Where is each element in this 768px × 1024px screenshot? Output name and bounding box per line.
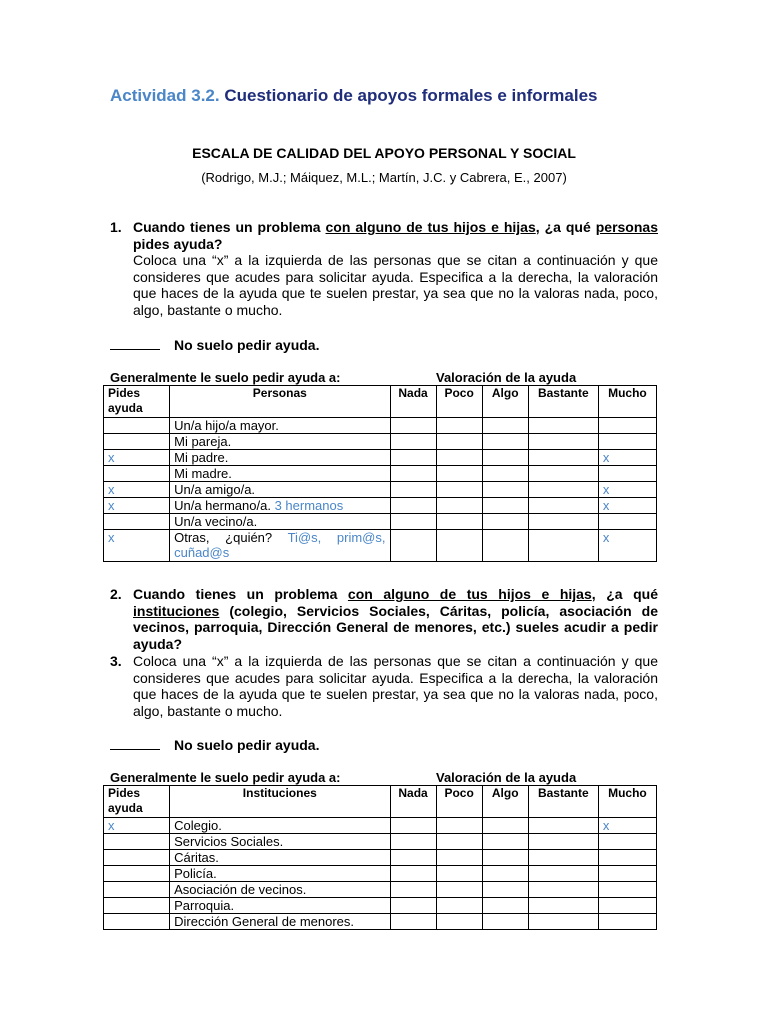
mucho-cell[interactable] — [598, 898, 656, 914]
pides-cell[interactable] — [104, 898, 170, 914]
item-cell: Dirección General de menores. — [170, 914, 390, 930]
pides-cell[interactable]: x — [104, 482, 170, 498]
page-title — [110, 86, 598, 106]
table-row — [104, 514, 657, 530]
handwritten-note: Ti@s, prim@s, cuñad@s — [174, 530, 386, 560]
blank-line[interactable] — [110, 349, 160, 350]
item-cell: Mi madre. — [170, 466, 390, 482]
mucho-cell[interactable]: x — [598, 818, 656, 834]
mucho-cell[interactable] — [598, 514, 656, 530]
table-row — [104, 850, 657, 866]
table-row — [104, 882, 657, 898]
question-1-text: Cuando tienes un problema con alguno de tus hijos e hijas, ¿a qué personas pides ayuda? — [133, 219, 658, 252]
mucho-cell[interactable]: x — [598, 498, 656, 514]
col-bastante: Bastante — [528, 786, 598, 818]
question-number: 2. — [110, 586, 122, 602]
question-3 — [110, 653, 658, 719]
item-cell: Policía. — [170, 866, 390, 882]
table-row — [104, 530, 657, 562]
pides-cell[interactable] — [104, 882, 170, 898]
table-row — [104, 818, 657, 834]
col-bastante: Bastante — [528, 386, 598, 418]
mucho-cell[interactable] — [598, 850, 656, 866]
item-cell: Colegio. — [170, 818, 390, 834]
table-row — [104, 482, 657, 498]
pides-cell[interactable]: x — [104, 818, 170, 834]
mucho-cell[interactable] — [598, 418, 656, 434]
mucho-cell[interactable] — [598, 866, 656, 882]
mucho-cell[interactable] — [598, 882, 656, 898]
table-row — [104, 834, 657, 850]
table-row — [104, 914, 657, 930]
mucho-cell[interactable] — [598, 466, 656, 482]
item-cell: Mi padre. — [170, 450, 390, 466]
col-nada: Nada — [390, 386, 436, 418]
col-algo: Algo — [482, 786, 528, 818]
col-nada: Nada — [390, 786, 436, 818]
item-cell: Parroquia. — [170, 898, 390, 914]
mucho-cell[interactable] — [598, 914, 656, 930]
citation: (Rodrigo, M.J.; Máiquez, M.L.; Martín, J.C. y Cabrera, E., 2007) — [201, 170, 567, 185]
pides-cell[interactable] — [104, 466, 170, 482]
scale-title: ESCALA DE CALIDAD DEL APOYO PERSONAL Y SOCIAL — [192, 145, 576, 161]
blank-line[interactable] — [110, 749, 160, 750]
col-mucho: Mucho — [598, 386, 656, 418]
table-row — [104, 418, 657, 434]
pides-cell[interactable] — [104, 514, 170, 530]
question-number: 1. — [110, 219, 122, 235]
pides-cell[interactable] — [104, 866, 170, 882]
no-help-line-1: No suelo pedir ayuda. — [110, 337, 319, 353]
pides-cell[interactable] — [104, 850, 170, 866]
pides-cell[interactable] — [104, 418, 170, 434]
col-personas: Personas — [170, 386, 390, 418]
pides-cell[interactable]: x — [104, 530, 170, 562]
col-pides: Pides ayuda — [104, 786, 170, 818]
no-help-line-2: No suelo pedir ayuda. — [110, 737, 319, 753]
item-cell: Asociación de vecinos. — [170, 882, 390, 898]
mucho-cell[interactable]: x — [598, 530, 656, 562]
mucho-cell[interactable]: x — [598, 450, 656, 466]
item-cell: Un/a amigo/a. — [170, 482, 390, 498]
col-algo: Algo — [482, 386, 528, 418]
handwritten-note: 3 hermanos — [274, 498, 344, 513]
mucho-cell[interactable] — [598, 434, 656, 450]
item-cell: Servicios Sociales. — [170, 834, 390, 850]
question-1 — [110, 219, 658, 318]
question-3-instructions: Coloca una “x” a la izquierda de las personas que se citan a continuación y que consideres que acudes para solicitar ayuda. Especifica a la derecha, la valoración que haces de la ayuda que te suelen prestar, ya sea que no la valoras nada, poco, algo, bastante o mucho. — [133, 653, 658, 719]
table-2-caption: Generalmente le suelo pedir ayuda a: — [110, 770, 341, 785]
table-row — [104, 466, 657, 482]
table-1-caption: Generalmente le suelo pedir ayuda a: — [110, 370, 341, 385]
table-row — [104, 434, 657, 450]
item-cell: Mi pareja. — [170, 434, 390, 450]
pides-cell[interactable]: x — [104, 450, 170, 466]
pides-cell[interactable] — [104, 914, 170, 930]
question-number: 3. — [110, 653, 122, 669]
institutions-table — [103, 785, 657, 930]
col-instituciones: Instituciones — [170, 786, 390, 818]
item-cell: Cáritas. — [170, 850, 390, 866]
table-row — [104, 866, 657, 882]
question-1-instructions: Coloca una “x” a la izquierda de las personas que se citan a continuación y que consideres que acudes para solicitar ayuda. Especifica a la derecha, la valoración que haces de la ayuda que te suelen prestar, ya sea que no la valoras nada, poco, algo, bastante o mucho. — [133, 252, 658, 318]
table-2-rating-caption: Valoración de la ayuda — [436, 770, 577, 785]
question-2-text: Cuando tienes un problema con alguno de tus hijos e hijas, ¿a qué instituciones (colegio, Servicios Sociales, Cáritas, policía, asociación de vecinos, parroquia, Dirección General de menores, etc.) sueles acudir a pedir ayuda? — [133, 586, 658, 652]
table-1-rating-caption: Valoración de la ayuda — [436, 370, 577, 385]
item-cell: Un/a hermano/a. 3 hermanos — [170, 498, 390, 514]
item-cell: Otras, ¿quién? Ti@s, prim@s, cuñad@s — [170, 530, 390, 562]
mucho-cell[interactable] — [598, 834, 656, 850]
item-cell: Un/a hijo/a mayor. — [170, 418, 390, 434]
activity-number: Actividad 3.2. — [110, 86, 220, 105]
table-row — [104, 898, 657, 914]
col-poco: Poco — [436, 786, 482, 818]
item-cell: Un/a vecino/a. — [170, 514, 390, 530]
table-row — [104, 450, 657, 466]
pides-cell[interactable]: x — [104, 498, 170, 514]
mucho-cell[interactable]: x — [598, 482, 656, 498]
persons-table — [103, 385, 657, 562]
question-2 — [110, 586, 658, 652]
col-mucho: Mucho — [598, 786, 656, 818]
pides-cell[interactable] — [104, 434, 170, 450]
pides-cell[interactable] — [104, 834, 170, 850]
table-row — [104, 498, 657, 514]
col-poco: Poco — [436, 386, 482, 418]
col-pides: Pides ayuda — [104, 386, 170, 418]
activity-title: Cuestionario de apoyos formales e informales — [224, 86, 598, 105]
